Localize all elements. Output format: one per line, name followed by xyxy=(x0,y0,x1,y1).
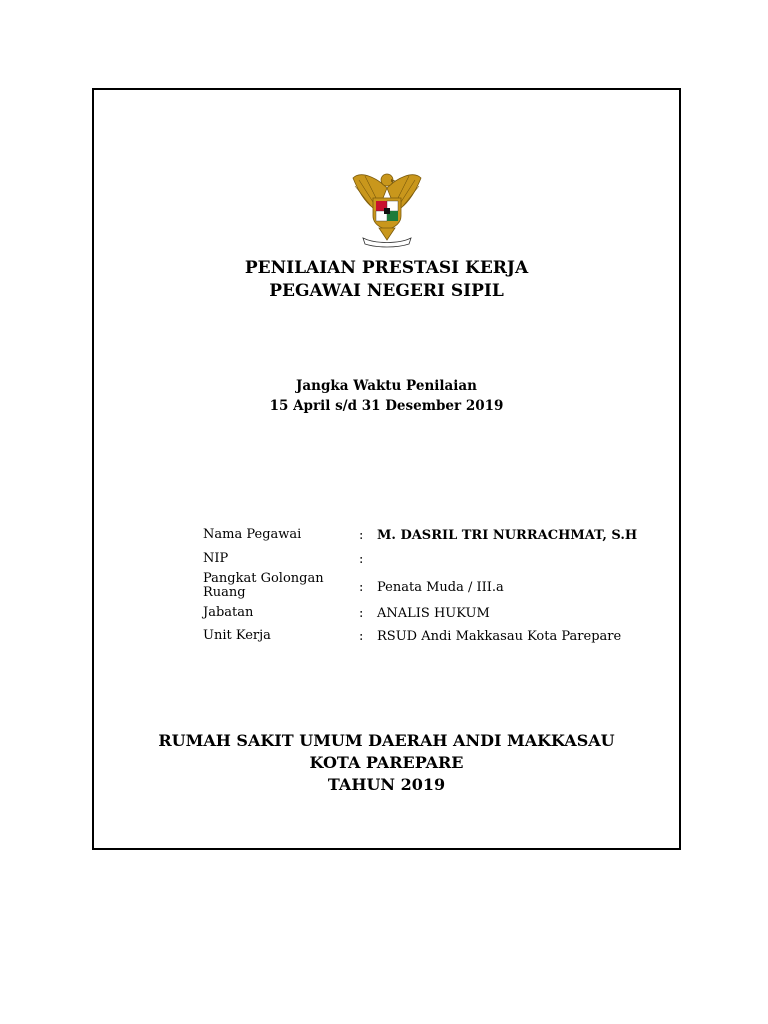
rank-label xyxy=(203,572,343,600)
document-title-line2: PEGAWAI NEGERI SIPIL xyxy=(269,281,504,301)
rank-colon: : xyxy=(359,580,364,595)
position-colon: : xyxy=(359,606,364,621)
garuda-emblem-icon xyxy=(349,168,425,250)
footer-line1: RUMAH SAKIT UMUM DAERAH ANDI MAKKASAU xyxy=(158,731,615,750)
rank-value: Penata Muda / III.a xyxy=(377,580,504,595)
footer-line2: KOTA PAREPARE xyxy=(309,753,464,772)
position-label: Jabatan xyxy=(203,605,254,620)
nip-label: NIP xyxy=(203,551,229,566)
name-label: Nama Pegawai xyxy=(203,527,302,542)
rank-label-line2: Ruang xyxy=(203,585,246,600)
unit-label: Unit Kerja xyxy=(203,628,271,643)
period-value: 15 April s/d 31 Desember 2019 xyxy=(269,398,504,414)
nip-colon: : xyxy=(359,552,364,567)
document-title-line1: PENILAIAN PRESTASI KERJA xyxy=(244,258,529,278)
rank-label-line1: Pangkat Golongan xyxy=(203,571,324,586)
period-label: Jangka Waktu Penilaian xyxy=(296,378,477,394)
name-value: M. DASRIL TRI NURRACHMAT, S.H xyxy=(377,528,638,543)
unit-colon: : xyxy=(359,629,364,644)
name-colon: : xyxy=(359,528,364,543)
footer-line3: TAHUN 2019 xyxy=(327,775,446,794)
unit-value: RSUD Andi Makkasau Kota Parepare xyxy=(377,629,622,644)
position-value: ANALIS HUKUM xyxy=(377,606,490,621)
